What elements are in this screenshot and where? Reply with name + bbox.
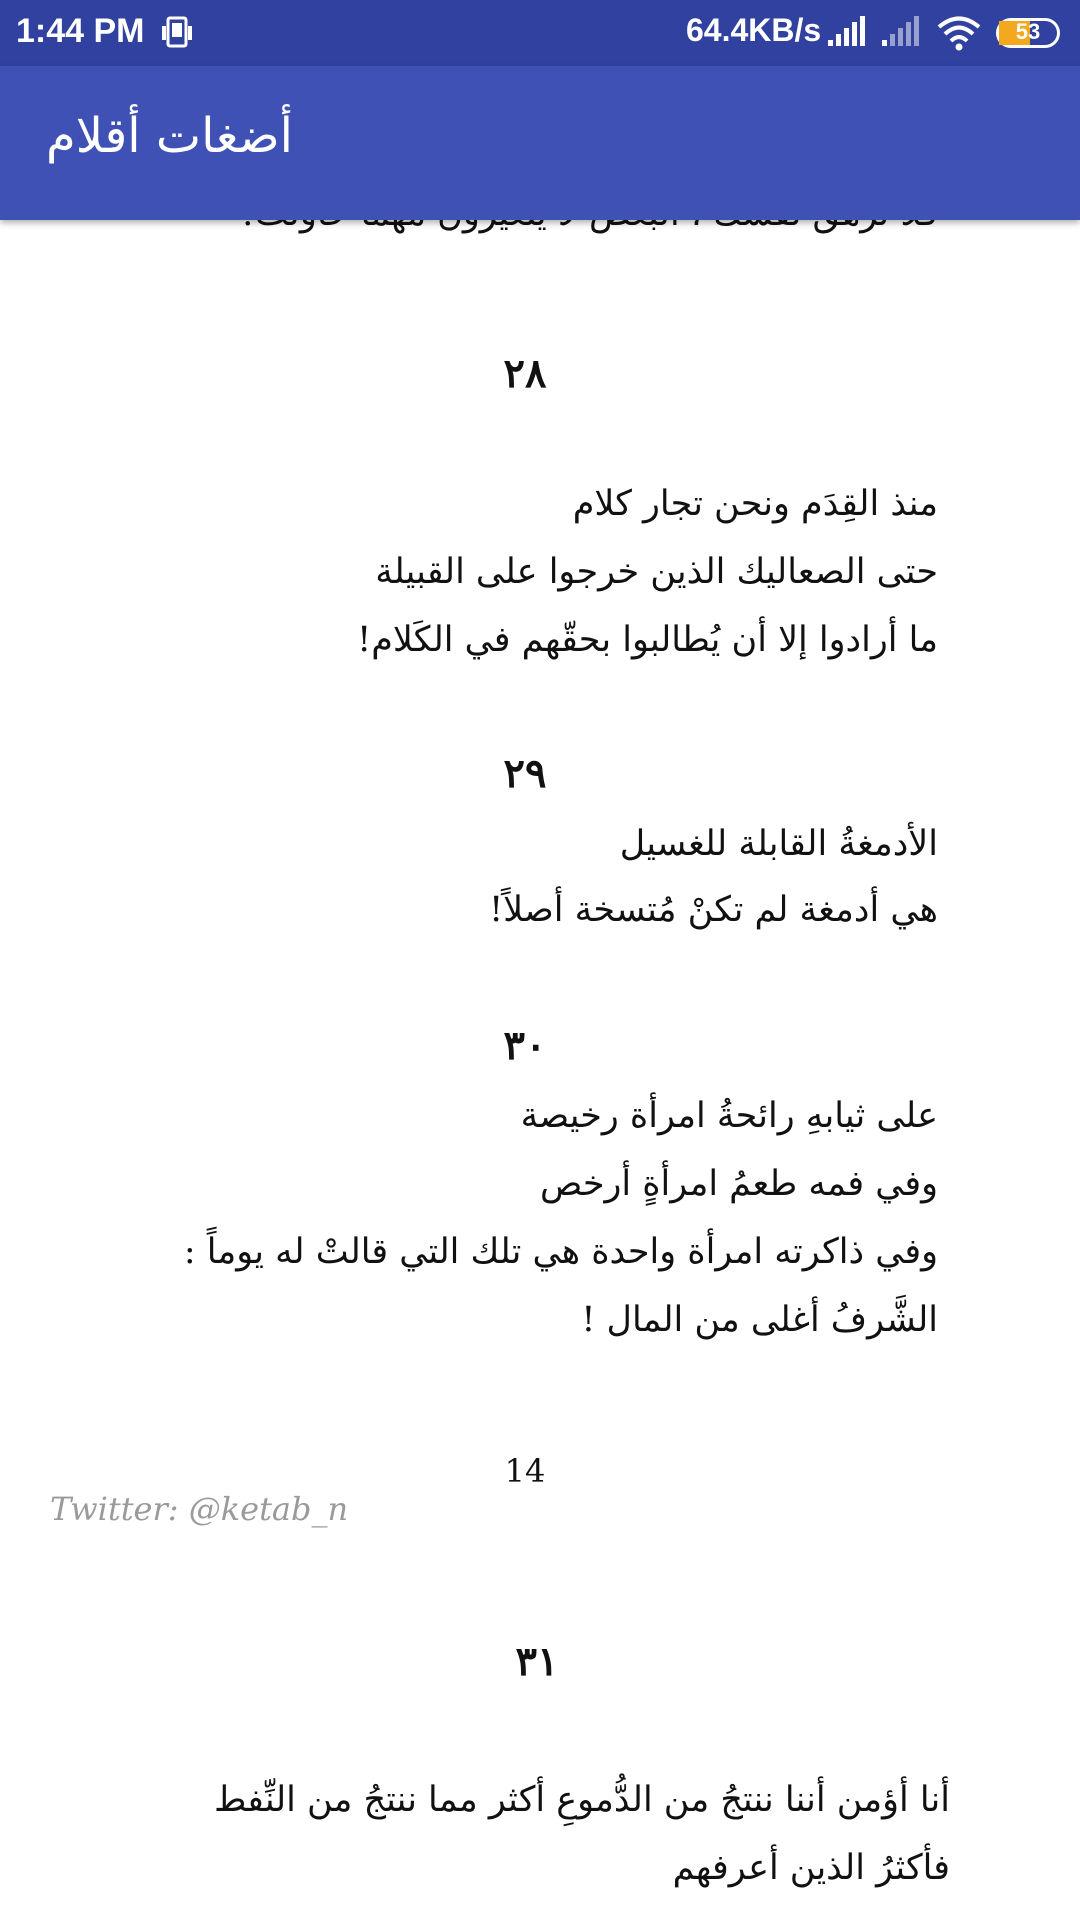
app-bar [0,66,1080,220]
status-time: 1:44 PM [16,12,145,50]
text-line: أنا أؤمن أننا ننتجُ من الدُّموعِ أكثر مما ننتجُ من النِّفط [213,1780,950,1820]
page-number: 14 [504,1452,546,1490]
section-number: ٣٠ [503,1022,547,1069]
status-bar [0,0,1080,66]
text-line: حتى الصعاليك الذين خرجوا على القبيلة [375,552,938,592]
battery-level: 53 [1015,19,1041,44]
network-speed: 64.4KB/s [686,12,822,48]
app-title: أضغات أقلام [46,108,293,164]
book-page[interactable] [0,220,1080,1920]
text-line: وفي ذاكرته امرأة واحدة هي تلك التي قالتْ له يوماً : [183,1232,938,1272]
battery-icon [996,18,1060,48]
text-line: الشَّرفُ أغلى من المال ! [581,1300,938,1340]
signal-icon [880,16,924,48]
watermark: Twitter: @ketab_n [50,1490,349,1528]
section-number: ٢٩ [503,750,547,797]
text-line: الأدمغةُ القابلة للغسيل [619,824,938,864]
text-line: وفي فمه طعمُ امرأةٍ أرخص [539,1164,938,1204]
notification-icon [158,14,198,52]
section-number: ٣١ [515,1638,559,1685]
section-number: ٢٨ [503,350,547,397]
text-line: على ثيابهِ رائحةُ امرأة رخيصة [520,1096,938,1136]
wifi-icon [936,14,982,52]
text-line: ما أرادوا إلا أن يُطالبوا بحقّهم في الكَلام! [357,620,938,660]
text-line: منذ القِدَم ونحن تجار كلام [572,484,938,524]
text-line: هي أدمغة لم تكنْ مُتسخة أصلاً! [489,890,938,930]
signal-icon [826,16,870,48]
text-line: فأكثرُ الذين أعرفهم [672,1848,950,1888]
